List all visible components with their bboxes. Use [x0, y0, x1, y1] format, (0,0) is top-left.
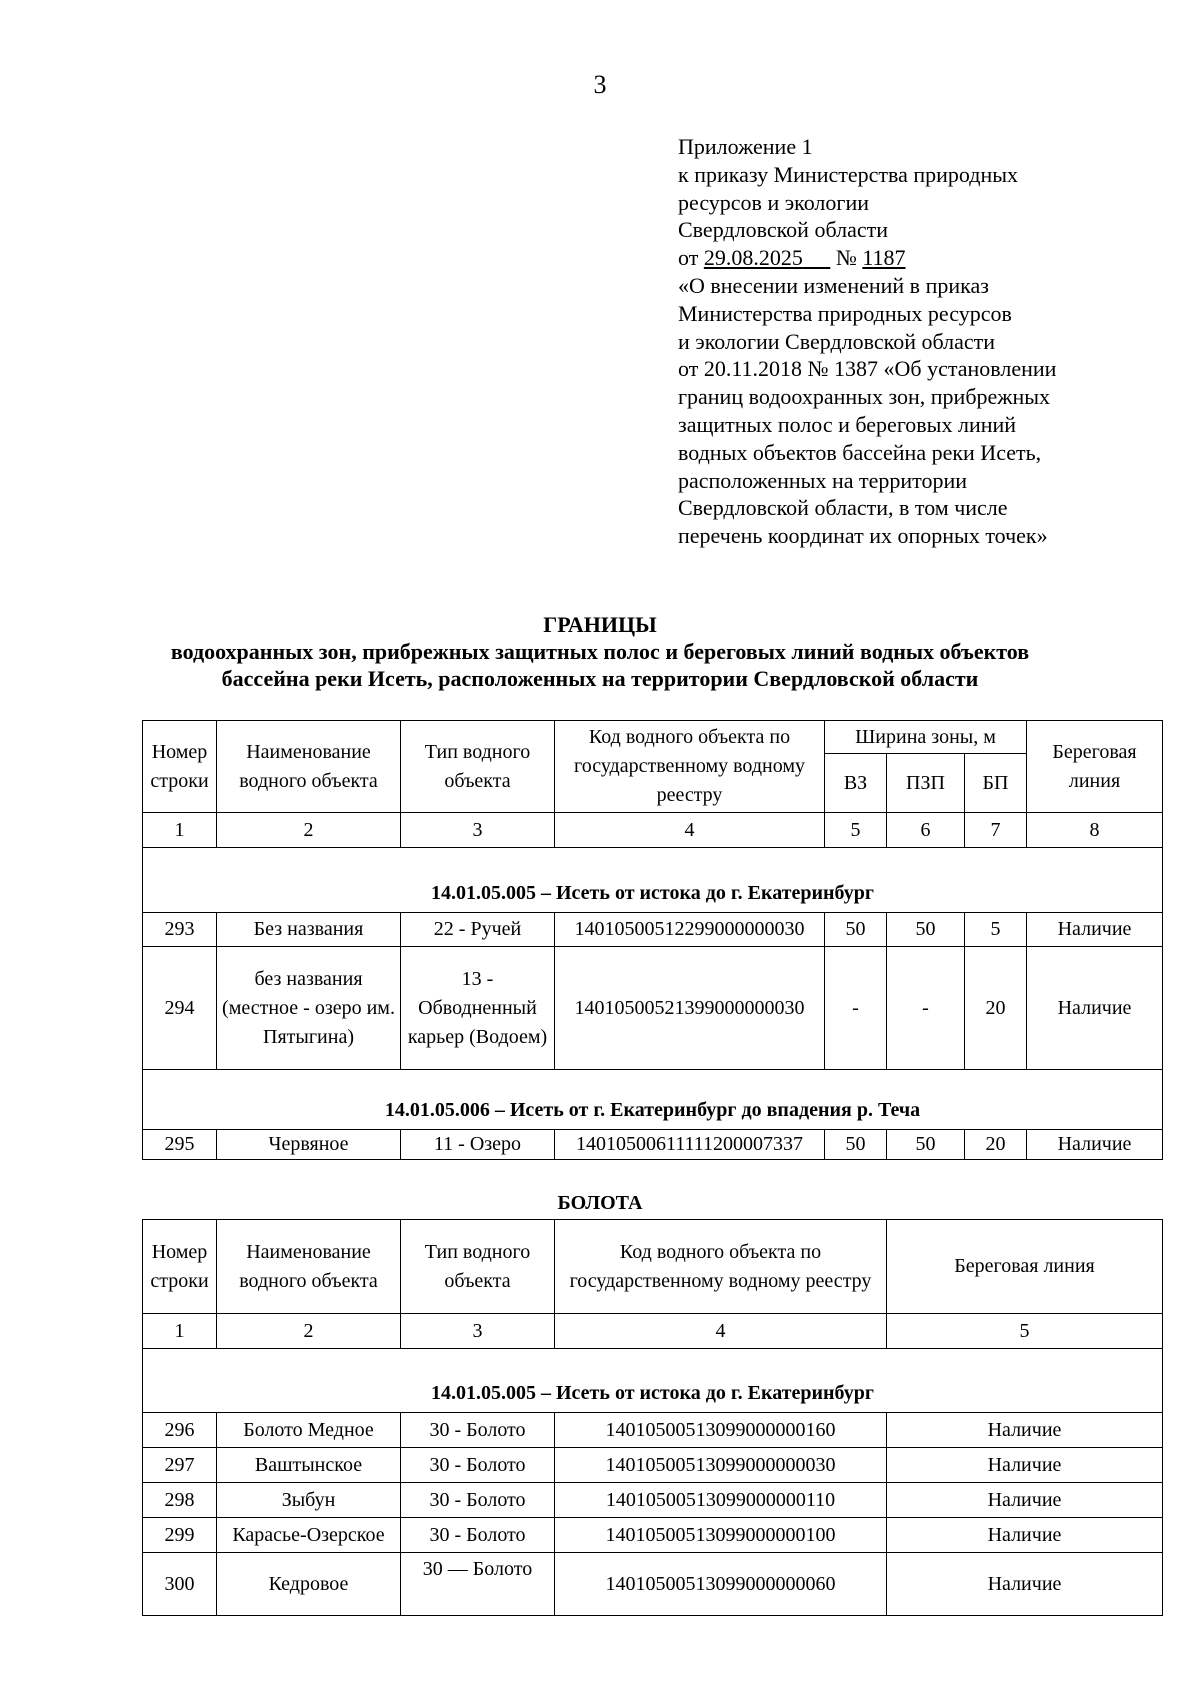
column-number: 1 [143, 1314, 217, 1349]
water-objects-table [142, 720, 1163, 1160]
cell-shore: Наличие [887, 1483, 1163, 1518]
appendix-line: Свердловской области, в том числе [678, 495, 1008, 521]
cell-name: Болото Медное [217, 1413, 401, 1448]
appendix-line: границ водоохранных зон, прибрежных [678, 384, 1051, 410]
appendix-line: Министерства природных ресурсов [678, 300, 1012, 326]
cell-bp: 5 [965, 913, 1027, 947]
cell-code: 14010500513099000000100 [555, 1518, 887, 1553]
cell-code: 14010500513099000000060 [555, 1553, 887, 1616]
cell-type: 22 - Ручей [401, 913, 555, 947]
basin-group-header: 14.01.05.005 – Исеть от истока до г. Екатеринбург [143, 1349, 1163, 1413]
appendix-line: расположенных на территории [678, 467, 968, 493]
appendix-line: к приказу Министерства природных [678, 161, 1019, 187]
appendix-line: водных объектов бассейна реки Исеть, [678, 439, 1042, 465]
table-row [143, 913, 1163, 947]
cell-name: Ваштынское [217, 1448, 401, 1483]
appendix-line: и экологии Свердловской области [678, 328, 996, 354]
title-line: бассейна реки Исеть, расположенных на территории Свердловской области [221, 666, 979, 691]
order-date: 29.08.2025 [703, 245, 803, 271]
cell-row-no: 295 [143, 1130, 217, 1160]
order-date-number [678, 244, 1158, 272]
header-row-no: Номер строки [143, 721, 217, 813]
column-number: 6 [887, 813, 965, 848]
cell-shore: Наличие [1027, 947, 1163, 1070]
title-line: ГРАНИЦЫ [543, 612, 657, 637]
cell-name: Червяное [217, 1130, 401, 1160]
cell-row-no: 296 [143, 1413, 217, 1448]
header-bp: БП [965, 754, 1027, 813]
header-type: Тип водного объекта [401, 1220, 555, 1314]
appendix-block [678, 133, 1158, 550]
cell-vz: 50 [825, 1130, 887, 1160]
header-shore: Береговая линия [1027, 721, 1163, 813]
order-number: 1187 [862, 245, 906, 271]
column-number: 3 [401, 1314, 555, 1349]
cell-name: Зыбун [217, 1483, 401, 1518]
header-code: Код водного объекта по государственному водному реестру [555, 1220, 887, 1314]
header-code: Код водного объекта по государственному водному реестру [555, 721, 825, 813]
cell-row-no: 297 [143, 1448, 217, 1483]
title-line: водоохранных зон, прибрежных защитных полос и береговых линий водных объектов [170, 639, 1030, 664]
basin-group-header: 14.01.05.006 – Исеть от г. Екатеринбург до впадения р. Теча [143, 1070, 1163, 1130]
column-number: 5 [887, 1314, 1163, 1349]
cell-code: 14010500611111200007337 [555, 1130, 825, 1160]
table-row [143, 1518, 1163, 1553]
column-number: 2 [217, 813, 401, 848]
column-number: 5 [825, 813, 887, 848]
table-row [143, 947, 1163, 1070]
basin-group-header: 14.01.05.005 – Исеть от истока до г. Екатеринбург [143, 848, 1163, 913]
cell-name: Карасье-Озерское [217, 1518, 401, 1553]
cell-type: 30 - Болото [401, 1483, 555, 1518]
header-vz: ВЗ [825, 754, 887, 813]
cell-shore: Наличие [887, 1448, 1163, 1483]
column-number: 1 [143, 813, 217, 848]
table-row [143, 1448, 1163, 1483]
table-row [143, 1553, 1163, 1616]
appendix-line: ресурсов и экологии [678, 189, 869, 215]
cell-pzp: 50 [887, 1130, 965, 1160]
cell-name: без названия (местное - озеро им. Пятыгина) [217, 947, 401, 1070]
section-title-swamps: БОЛОТА [557, 1192, 643, 1214]
header-width-group: Ширина зоны, м [825, 721, 1027, 754]
appendix-line: от 20.11.2018 № 1387 «Об установлении [678, 356, 1057, 382]
cell-shore: Наличие [1027, 913, 1163, 947]
cell-code: 14010500512299000000030 [555, 913, 825, 947]
date-prefix: от [678, 245, 699, 271]
column-number: 4 [555, 1314, 887, 1349]
cell-row-no: 298 [143, 1483, 217, 1518]
cell-type: 30 - Болото [401, 1448, 555, 1483]
header-pzp: ПЗП [887, 754, 965, 813]
cell-row-no: 294 [143, 947, 217, 1070]
cell-code: 14010500513099000000110 [555, 1483, 887, 1518]
cell-pzp: - [887, 947, 965, 1070]
header-type: Тип водного объекта [401, 721, 555, 813]
cell-row-no: 299 [143, 1518, 217, 1553]
swamps-table [142, 1219, 1163, 1616]
table-row [143, 1130, 1163, 1160]
document-title [0, 611, 1200, 692]
cell-vz: 50 [825, 913, 887, 947]
cell-shore: Наличие [887, 1518, 1163, 1553]
table-row [143, 1413, 1163, 1448]
cell-type: 11 - Озеро [401, 1130, 555, 1160]
header-name: Наименование водного объекта [217, 1220, 401, 1314]
number-prefix: № [835, 245, 857, 271]
appendix-line: Свердловской области [678, 217, 888, 243]
appendix-line: «О внесении изменений в приказ [678, 272, 989, 298]
cell-vz: - [825, 947, 887, 1070]
cell-bp: 20 [965, 1130, 1027, 1160]
cell-code: 14010500521399000000030 [555, 947, 825, 1070]
cell-name: Кедровое [217, 1553, 401, 1616]
appendix-line: Приложение 1 [678, 134, 813, 159]
column-number: 3 [401, 813, 555, 848]
cell-code: 14010500513099000000030 [555, 1448, 887, 1483]
column-number: 7 [965, 813, 1027, 848]
cell-code: 14010500513099000000160 [555, 1413, 887, 1448]
cell-type: 30 - Болото [401, 1518, 555, 1553]
header-row-no: Номер строки [143, 1220, 217, 1314]
header-shore: Береговая линия [887, 1220, 1163, 1314]
column-number: 8 [1027, 813, 1163, 848]
cell-shore: Наличие [887, 1413, 1163, 1448]
cell-shore: Наличие [887, 1553, 1163, 1616]
cell-shore: Наличие [1027, 1130, 1163, 1160]
cell-type: 30 — Болото [401, 1553, 555, 1616]
cell-pzp: 50 [887, 913, 965, 947]
cell-row-no: 300 [143, 1553, 217, 1616]
table-row [143, 1483, 1163, 1518]
cell-type: 30 - Болото [401, 1413, 555, 1448]
column-number: 4 [555, 813, 825, 848]
appendix-line: перечень координат их опорных точек» [678, 523, 1048, 549]
page-number: 3 [593, 70, 607, 99]
cell-name: Без названия [217, 913, 401, 947]
cell-type: 13 - Обводненный карьер (Водоем) [401, 947, 555, 1070]
header-name: Наименование водного объекта [217, 721, 401, 813]
appendix-line: защитных полос и береговых линий [678, 411, 1017, 437]
cell-bp: 20 [965, 947, 1027, 1070]
cell-row-no: 293 [143, 913, 217, 947]
column-number: 2 [217, 1314, 401, 1349]
